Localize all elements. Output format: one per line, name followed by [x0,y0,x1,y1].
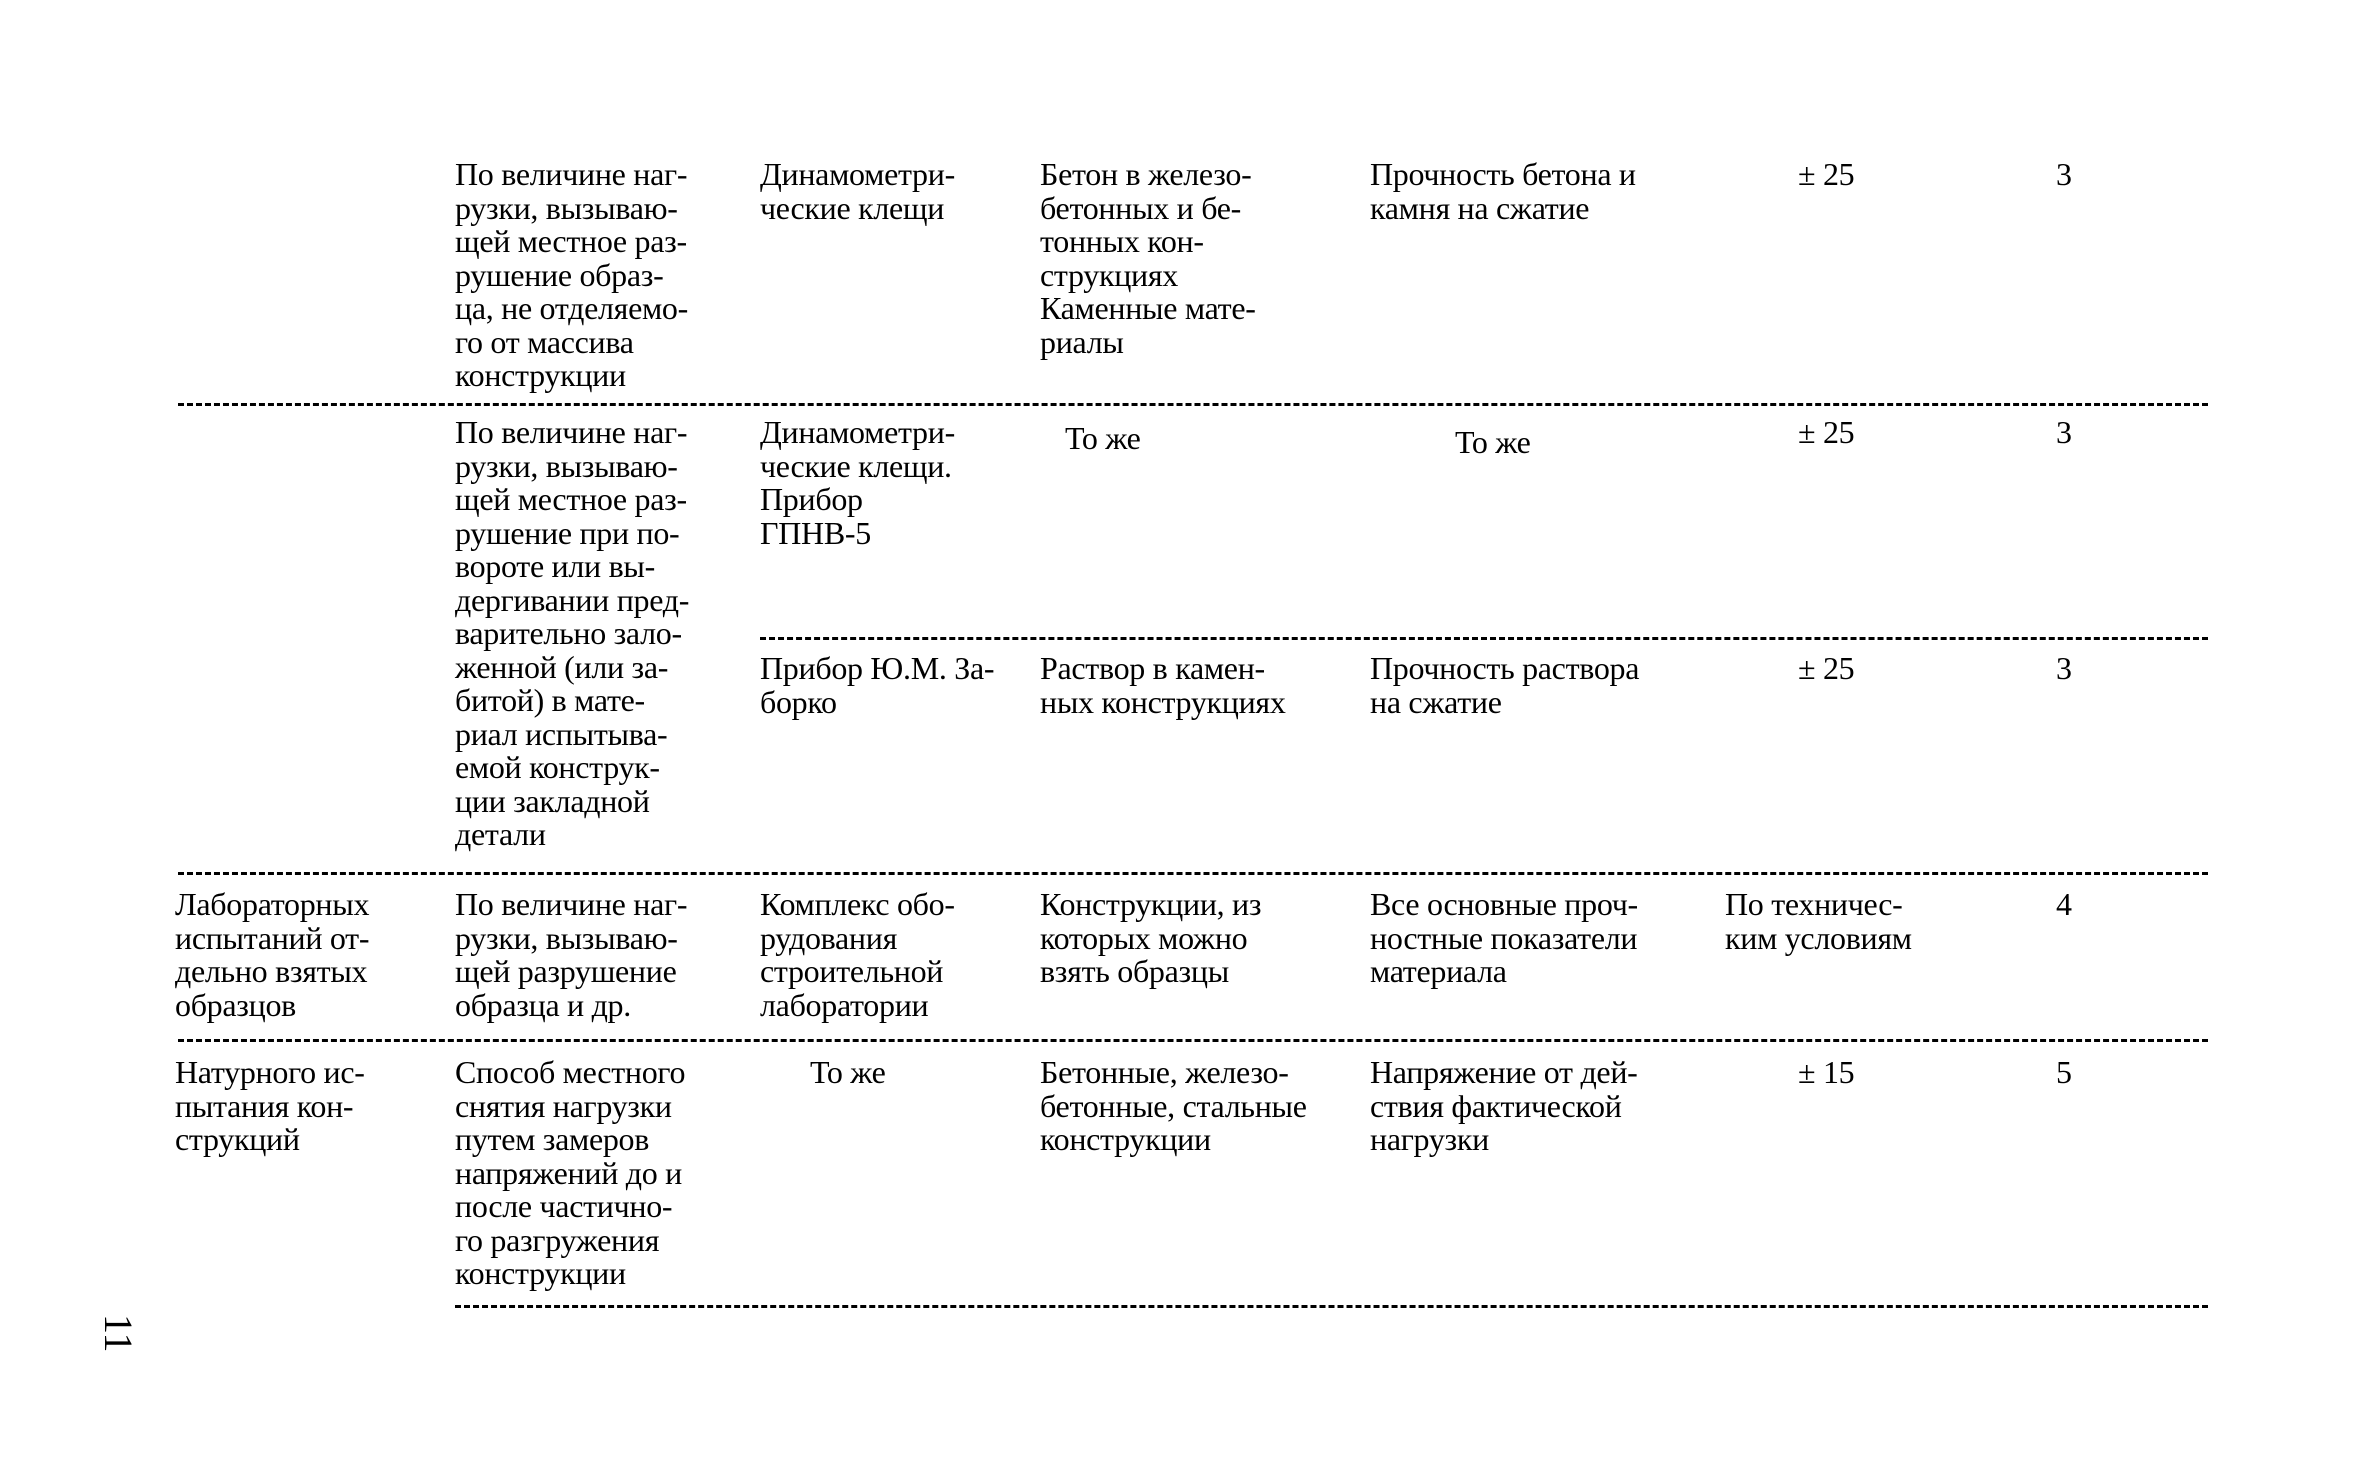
row1-material: Бетон в железо- бетонных и бе- тонных кон- струкциях Каменные мате- риалы [1040,156,1256,360]
row2b-ref: 3 [2056,650,2072,686]
row3-method: По величине наг- рузки, вызываю- щей разрушение образца и др. [455,886,688,1023]
row2b-material: Раствор в камен- ных конструкциях [1040,650,1286,720]
row3-parameter: Все основные проч- ностные показатели материала [1370,886,1638,989]
row2b-equipment: Прибор Ю.М. За- борко [760,650,995,720]
row2a-equipment: Динамометри- ческие клещи. Прибор ГПНВ-5 [760,414,955,551]
row4-accuracy: ± 15 [1798,1054,1855,1090]
row2a-accuracy: ± 25 [1798,414,1855,450]
row4-equipment: То же [810,1054,886,1090]
row3-ref: 4 [2056,886,2072,922]
row2a-material: То же [1065,420,1141,456]
row1-accuracy: ± 25 [1798,156,1855,192]
row3-equipment: Комплекс обо- рудования строительной лаборатории [760,886,955,1023]
row1-ref: 3 [2056,156,2072,192]
subrow-divider [760,637,2208,640]
row4-parameter: Напряжение от дей- ствия фактической нагрузки [1370,1054,1638,1157]
page-number: 11 [96,1314,141,1353]
row-divider [178,403,2208,406]
row2b-accuracy: ± 25 [1798,650,1855,686]
row1-method: По величине наг- рузки, вызываю- щей местное раз- рушение образ- ца, не отделяемо- го от массива конструкции [455,156,688,393]
row4-method: Способ местного снятия нагрузки путем замеров напряжений до и после частично- го разгружения конструкции [455,1054,686,1291]
table-bottom-rule [455,1305,2208,1308]
row2a-ref: 3 [2056,414,2072,450]
row-divider [178,872,2208,875]
row-divider [178,1039,2208,1042]
row1-equipment: Динамометри- ческие клещи [760,156,955,226]
row4-material: Бетонные, железо- бетонные, стальные конструкции [1040,1054,1307,1157]
row4-ref: 5 [2056,1054,2072,1090]
row2-method: По величине наг- рузки, вызываю- щей местное раз- рушение при по- вороте или вы- дергивании пред- варительно зало- женной (или за- битой) в мате- риал испытыва- емой конструк- ции закладной детали [455,414,690,852]
row1-parameter: Прочность бетона и камня на сжатие [1370,156,1636,226]
row2b-parameter: Прочность раствора на сжатие [1370,650,1640,720]
row3-accuracy: По техничес- ким условиям [1725,886,1912,956]
row2a-parameter: То же [1455,424,1531,460]
row3-material: Конструкции, из которых можно взять образцы [1040,886,1262,989]
row3-test-type: Лабораторных испытаний от- дельно взятых образцов [175,886,370,1023]
row4-test-type: Натурного ис- пытания кон- струкций [175,1054,365,1157]
